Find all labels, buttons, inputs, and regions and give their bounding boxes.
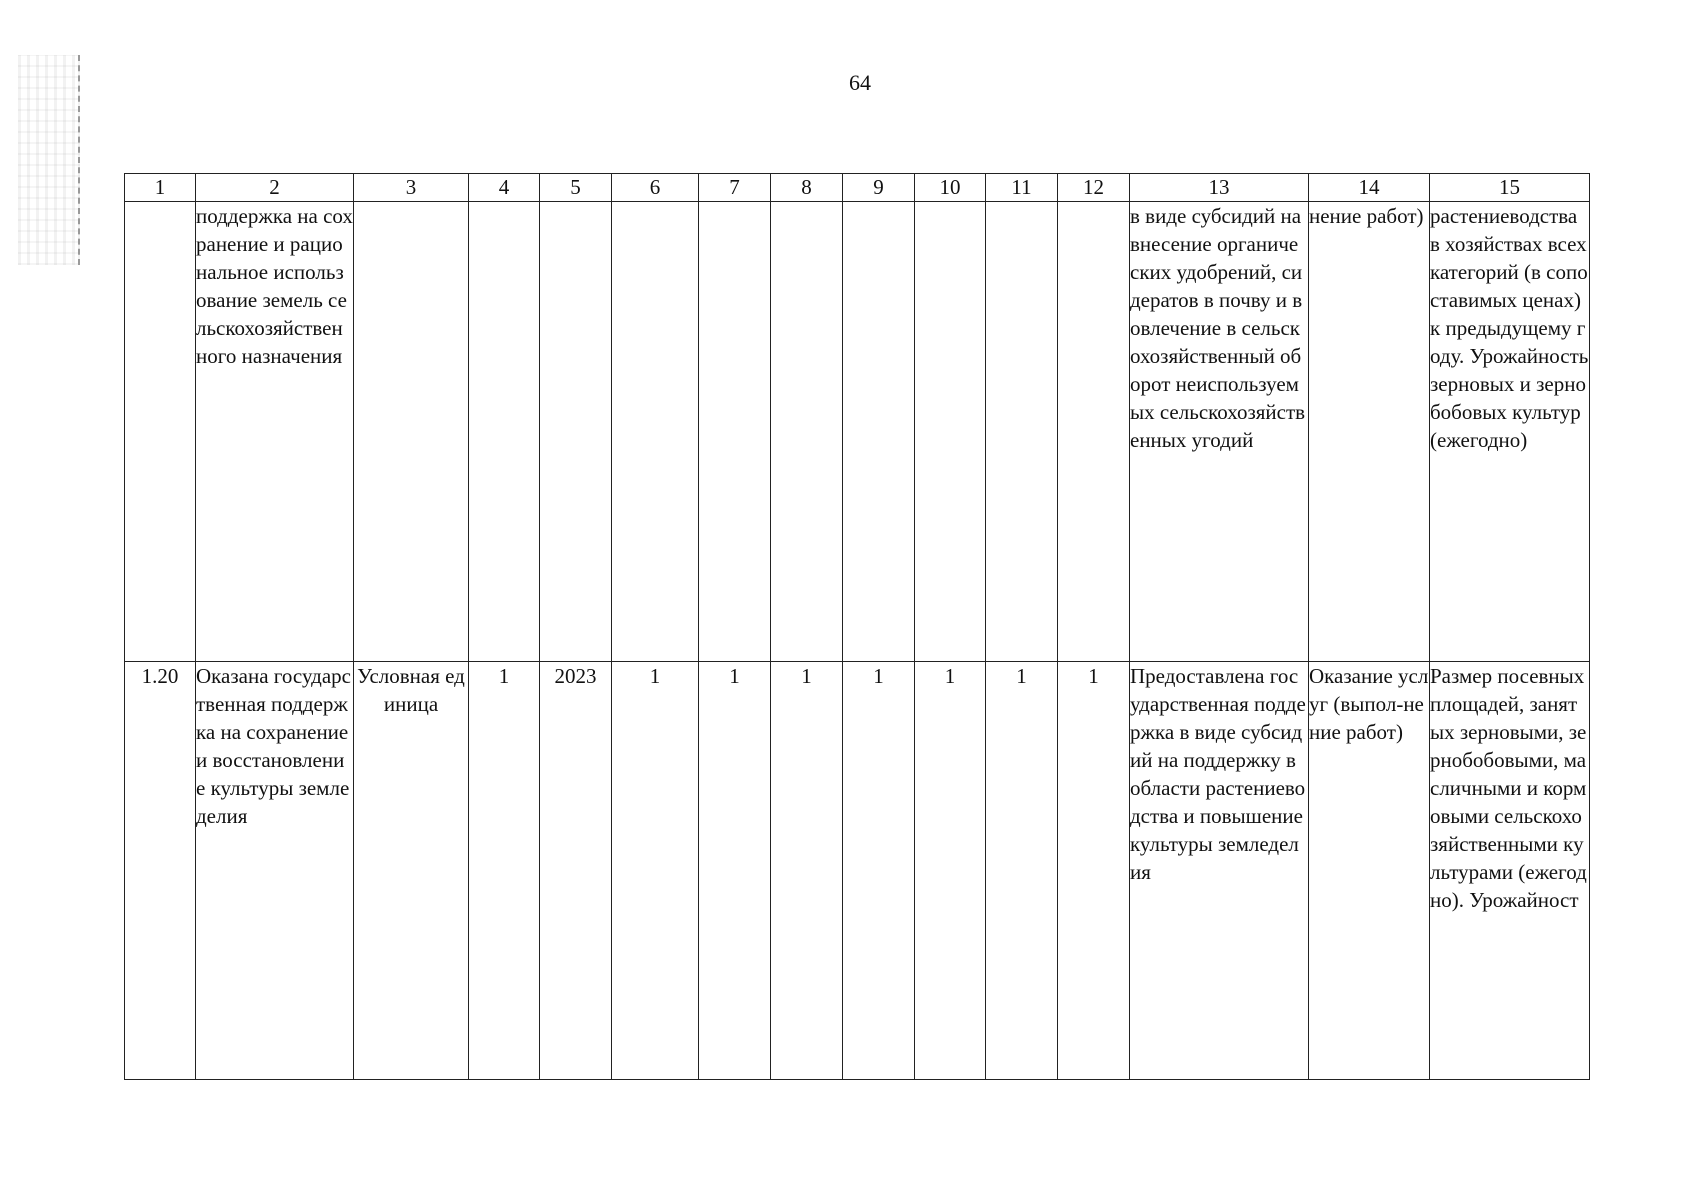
table-row (125, 202, 1590, 662)
cell-unit (354, 202, 469, 662)
header-row (125, 174, 1590, 202)
column-header: 5 (540, 174, 612, 202)
table-row (125, 662, 1590, 1080)
cell-value: 1 (699, 662, 771, 1080)
column-header: 3 (354, 174, 469, 202)
cell-type: Оказание услуг (выпол-нение работ) (1309, 662, 1430, 1080)
column-header: 14 (1309, 174, 1430, 202)
cell-number: 1.20 (125, 662, 196, 1080)
column-header: 6 (612, 174, 699, 202)
cell-type: нение работ) (1309, 202, 1430, 662)
cell-value (843, 202, 915, 662)
cell-value (915, 202, 986, 662)
column-header: 9 (843, 174, 915, 202)
column-header: 8 (771, 174, 843, 202)
column-header: 2 (196, 174, 354, 202)
cell-value (986, 202, 1058, 662)
cell-value: 1 (469, 662, 540, 1080)
cell-value (699, 202, 771, 662)
column-header: 11 (986, 174, 1058, 202)
cell-result-name: Оказана государственная поддержка на сохранение и восстановление культуры земледелия (196, 662, 354, 1080)
cell-value (771, 202, 843, 662)
column-header: 7 (699, 174, 771, 202)
column-header: 12 (1058, 174, 1130, 202)
data-table (124, 173, 1590, 1080)
column-header: 10 (915, 174, 986, 202)
cell-indicator: растениеводства в хозяйствах всех категорий (в сопоставимых ценах) к предыдущему году. Урожайность зерновых и зернобобовых культур (ежегодно) (1430, 202, 1590, 662)
column-header: 13 (1130, 174, 1309, 202)
cell-number (125, 202, 196, 662)
column-header: 1 (125, 174, 196, 202)
cell-value: 1 (612, 662, 699, 1080)
cell-value: 1 (915, 662, 986, 1080)
cell-indicator: Размер посевных площадей, занятых зерновыми, зернобобовыми, масличными и кормовыми сельскохозяйственными культурами (ежегодно). Урожайност (1430, 662, 1590, 1080)
cell-unit: Условная единица (354, 662, 469, 1080)
cell-value (469, 202, 540, 662)
cell-value: 1 (1058, 662, 1130, 1080)
cell-value: 1 (843, 662, 915, 1080)
cell-description: Предоставлена государственная поддержка в виде субсидий на поддержку в области растениеводства и повышение культуры земледелия (1130, 662, 1309, 1080)
cell-result-name: поддержка на сохранение и рациональное использование земель сельскохозяйственного назначения (196, 202, 354, 662)
page-number: 64 (849, 70, 871, 95)
column-header: 15 (1430, 174, 1590, 202)
cell-description: в виде субсидий на внесение органических удобрений, сидератов в почву и вовлечение в сельскохозяйственный оборот неиспользуемых сельскохозяйственных угодий (1130, 202, 1309, 662)
cell-value: 1 (771, 662, 843, 1080)
column-header: 4 (469, 174, 540, 202)
cell-value: 1 (986, 662, 1058, 1080)
cell-year: 2023 (540, 662, 612, 1080)
cell-year (540, 202, 612, 662)
cell-value (612, 202, 699, 662)
cell-value (1058, 202, 1130, 662)
